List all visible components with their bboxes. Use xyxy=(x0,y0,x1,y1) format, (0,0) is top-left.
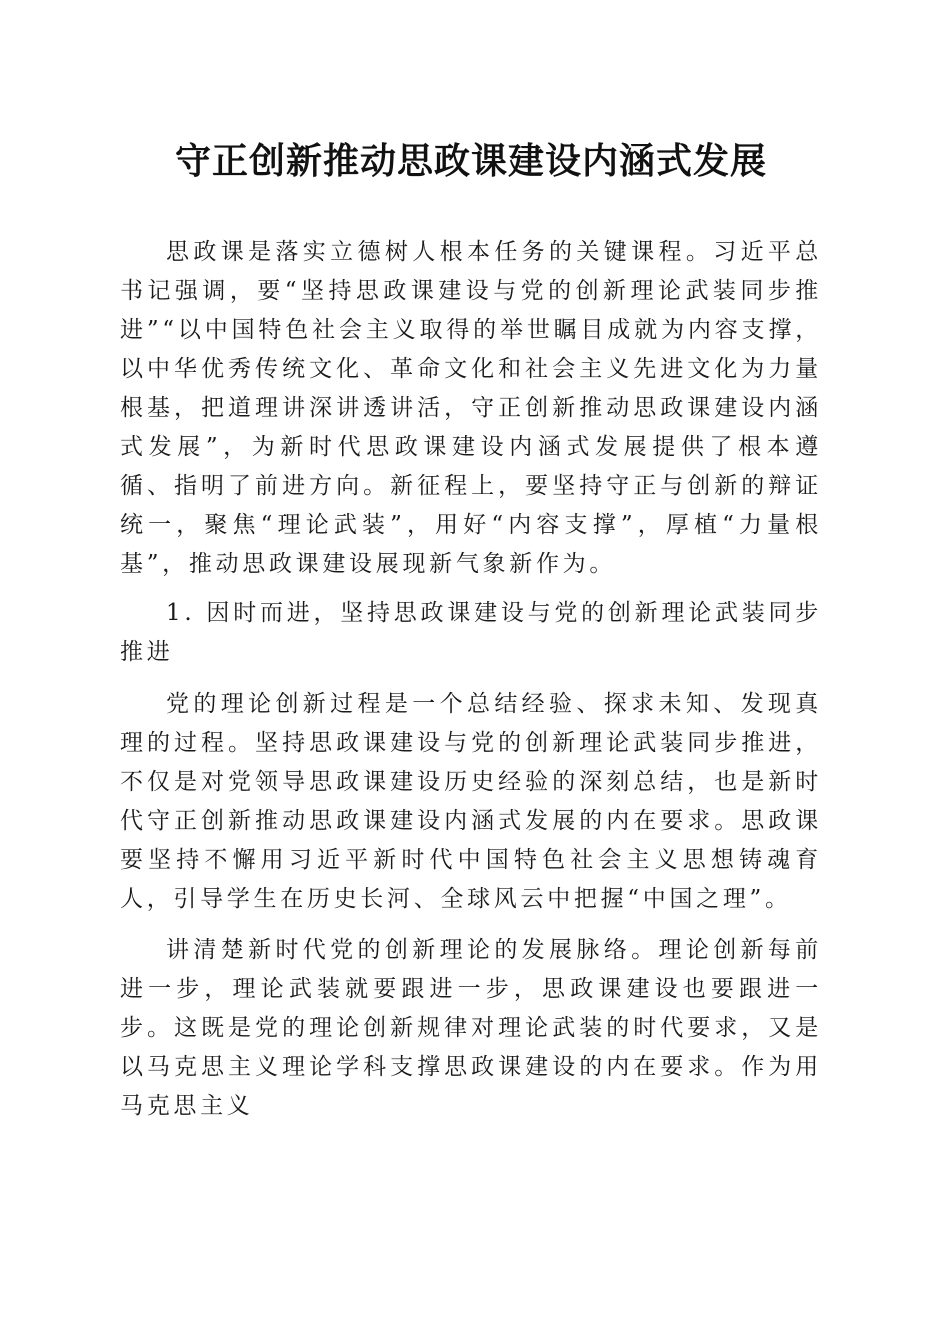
document-body xyxy=(120,233,822,1126)
body-paragraph-3: 讲清楚新时代党的创新理论的发展脉络。理论创新每前进一步，理论武装就要跟进一步，思政课建设也要跟进一步。这既是党的理论创新规律对理论武装的时代要求，又是以马克思主义理论学科支撑思政课建设的内在要求。作为用马克思主义 xyxy=(120,937,822,1119)
document-title: 守正创新推动思政课建设内涵式发展 xyxy=(174,140,767,182)
body-paragraph-2: 党的理论创新过程是一个总结经验、探求未知、发现真理的过程。坚持思政课建设与党的创新理论武装同步推进，不仅是对党领导思政课建设历史经验的深刻总结，也是新时代守正创新推动思政课建设内涵式发展的内在要求。思政课要坚持不懈用习近平新时代中国特色社会主义思想铸魂育人，引导学生在历史长河、全球风云中把握“中国之理”。 xyxy=(120,691,822,912)
intro-paragraph: 思政课是落实立德树人根本任务的关键课程。习近平总书记强调，要“坚持思政课建设与党的创新理论武装同步推进”“以中国特色社会主义取得的举世瞩目成就为内容支撑，以中华优秀传统文化、革命文化和社会主义先进文化为力量根基，把道理讲深讲透讲活，守正创新推动思政课建设内涵式发展”，为新时代思政课建设内涵式发展提供了根本遵循、指明了前进方向。新征程上，要坚持守正与创新的辩证统一，聚焦“理论武装”，用好“内容支撑”，厚植“力量根基”，推动思政课建设展现新气象新作为。 xyxy=(120,239,822,577)
section-heading-1: 1. 因时而进，坚持思政课建设与党的创新理论武装同步推进 xyxy=(120,600,822,665)
